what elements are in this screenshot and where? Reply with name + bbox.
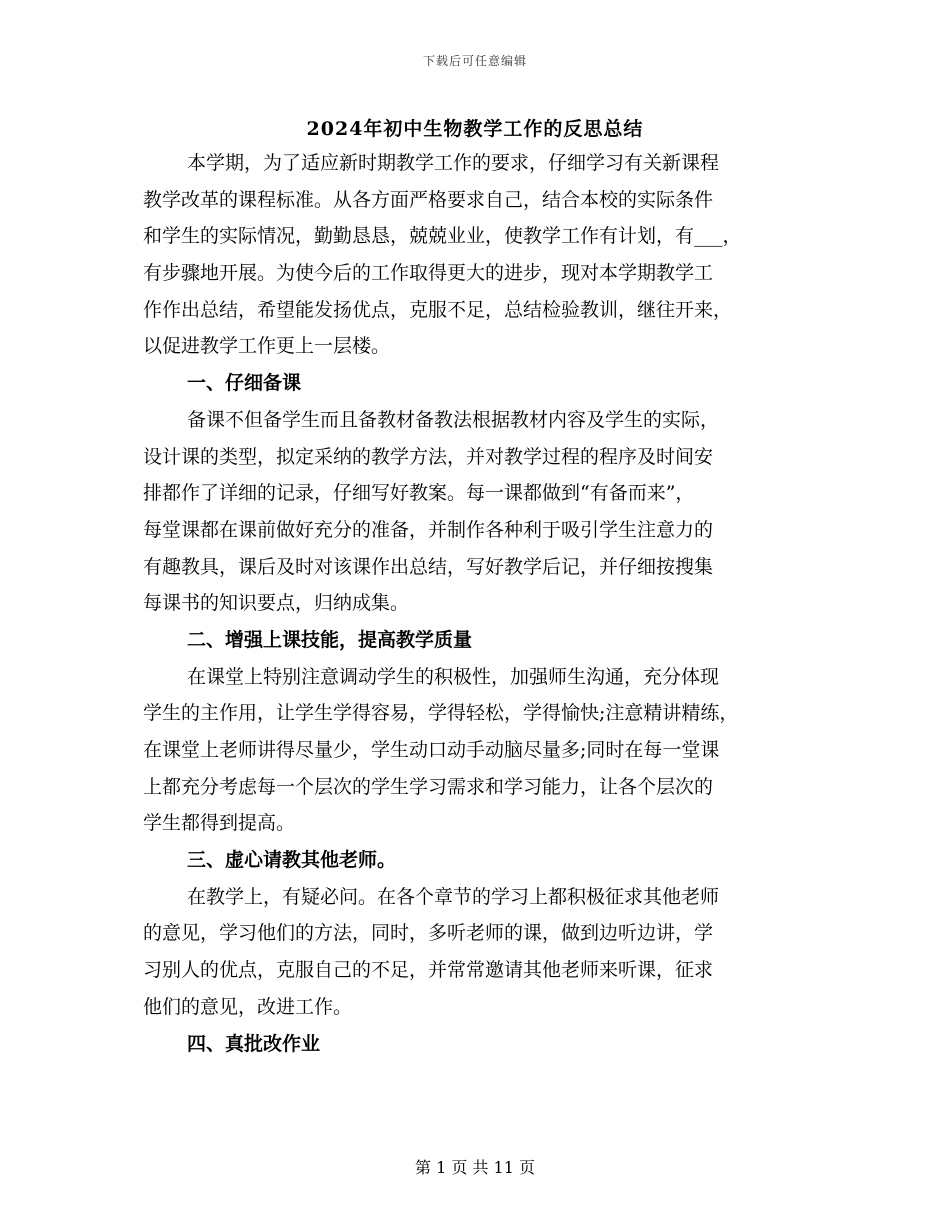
paragraph-line: 和学生的实际情况，勤勤恳恳，兢兢业业，使教学工作有计划，有___，: [143, 225, 742, 248]
paragraph-line: 本学期，为了适应新时期教学工作的要求，仔细学习有关新课程: [187, 152, 720, 174]
section-heading: 四、真批改作业: [187, 1032, 321, 1055]
paragraph-line: 在教学上，有疑必问。在各个章节的学习上都积极征求其他老师: [187, 885, 720, 908]
paragraph-line: 他们的意见，改进工作。: [143, 995, 353, 1018]
section-heading: 二、增强上课技能，提高教学质量: [187, 628, 473, 651]
paragraph-line: 学生的主作用，让学生学得容易，学得轻松，学得愉快;注意精讲精练，: [143, 702, 739, 725]
page-header-note: 下载后可任意编辑: [422, 54, 527, 68]
document-title: 2024年初中生物教学工作的反思总结: [306, 118, 644, 140]
paragraph-line: 在课堂上特别注意调动学生的积极性，加强师生沟通，充分体现: [187, 665, 720, 688]
paragraph-line: 每课书的知识要点，归纳成集。: [143, 592, 410, 615]
paragraph-line: 的意见，学习他们的方法，同时，多听老师的课，做到边听边讲，学: [143, 922, 714, 945]
paragraph-line: 每堂课都在课前做好充分的准备，并制作各种利于吸引学生注意力的: [143, 518, 714, 541]
paragraph-line: 上都充分考虑每一个层次的学生学习需求和学习能力，让各个层次的: [143, 775, 714, 798]
paragraph-line: 设计课的类型，拟定采纳的教学方法，并对教学过程的程序及时间安: [143, 445, 714, 468]
paragraph-line: 在课堂上老师讲得尽量少，学生动口动手动脑尽量多;同时在每一堂课: [143, 739, 720, 761]
section-heading: 三、虚心请教其他老师。: [187, 849, 397, 872]
paragraph-line: 教学改革的课程标准。从各方面严格要求自己，结合本校的实际条件: [143, 188, 714, 211]
paragraph-line: 有趣教具，课后及时对该课作出总结，写好教学后记，并仔细按搜集: [143, 555, 714, 578]
paragraph-line: 以促进教学工作更上一层楼。: [143, 335, 391, 358]
page-number: 第 1 页 共 11 页: [415, 1158, 535, 1177]
paragraph-line: 排都作了详细的记录，仔细写好教案。每一课都做到“有备而来”，: [143, 482, 695, 505]
paragraph-line: 习别人的优点，克服自己的不足，并常常邀请其他老师来听课，征求: [143, 959, 714, 982]
document-body: [143, 145, 815, 1062]
section-heading: 一、仔细备课: [187, 372, 302, 395]
paragraph-line: 有步骤地开展。为使今后的工作取得更大的进步，现对本学期教学工: [143, 262, 714, 285]
paragraph-line: 备课不但备学生而且备教材备教法根据教材内容及学生的实际，: [187, 408, 720, 431]
paragraph-line: 学生都得到提高。: [143, 812, 296, 835]
paragraph-line: 作作出总结，希望能发扬优点，克服不足，总结检验教训，继往开来，: [143, 298, 733, 321]
